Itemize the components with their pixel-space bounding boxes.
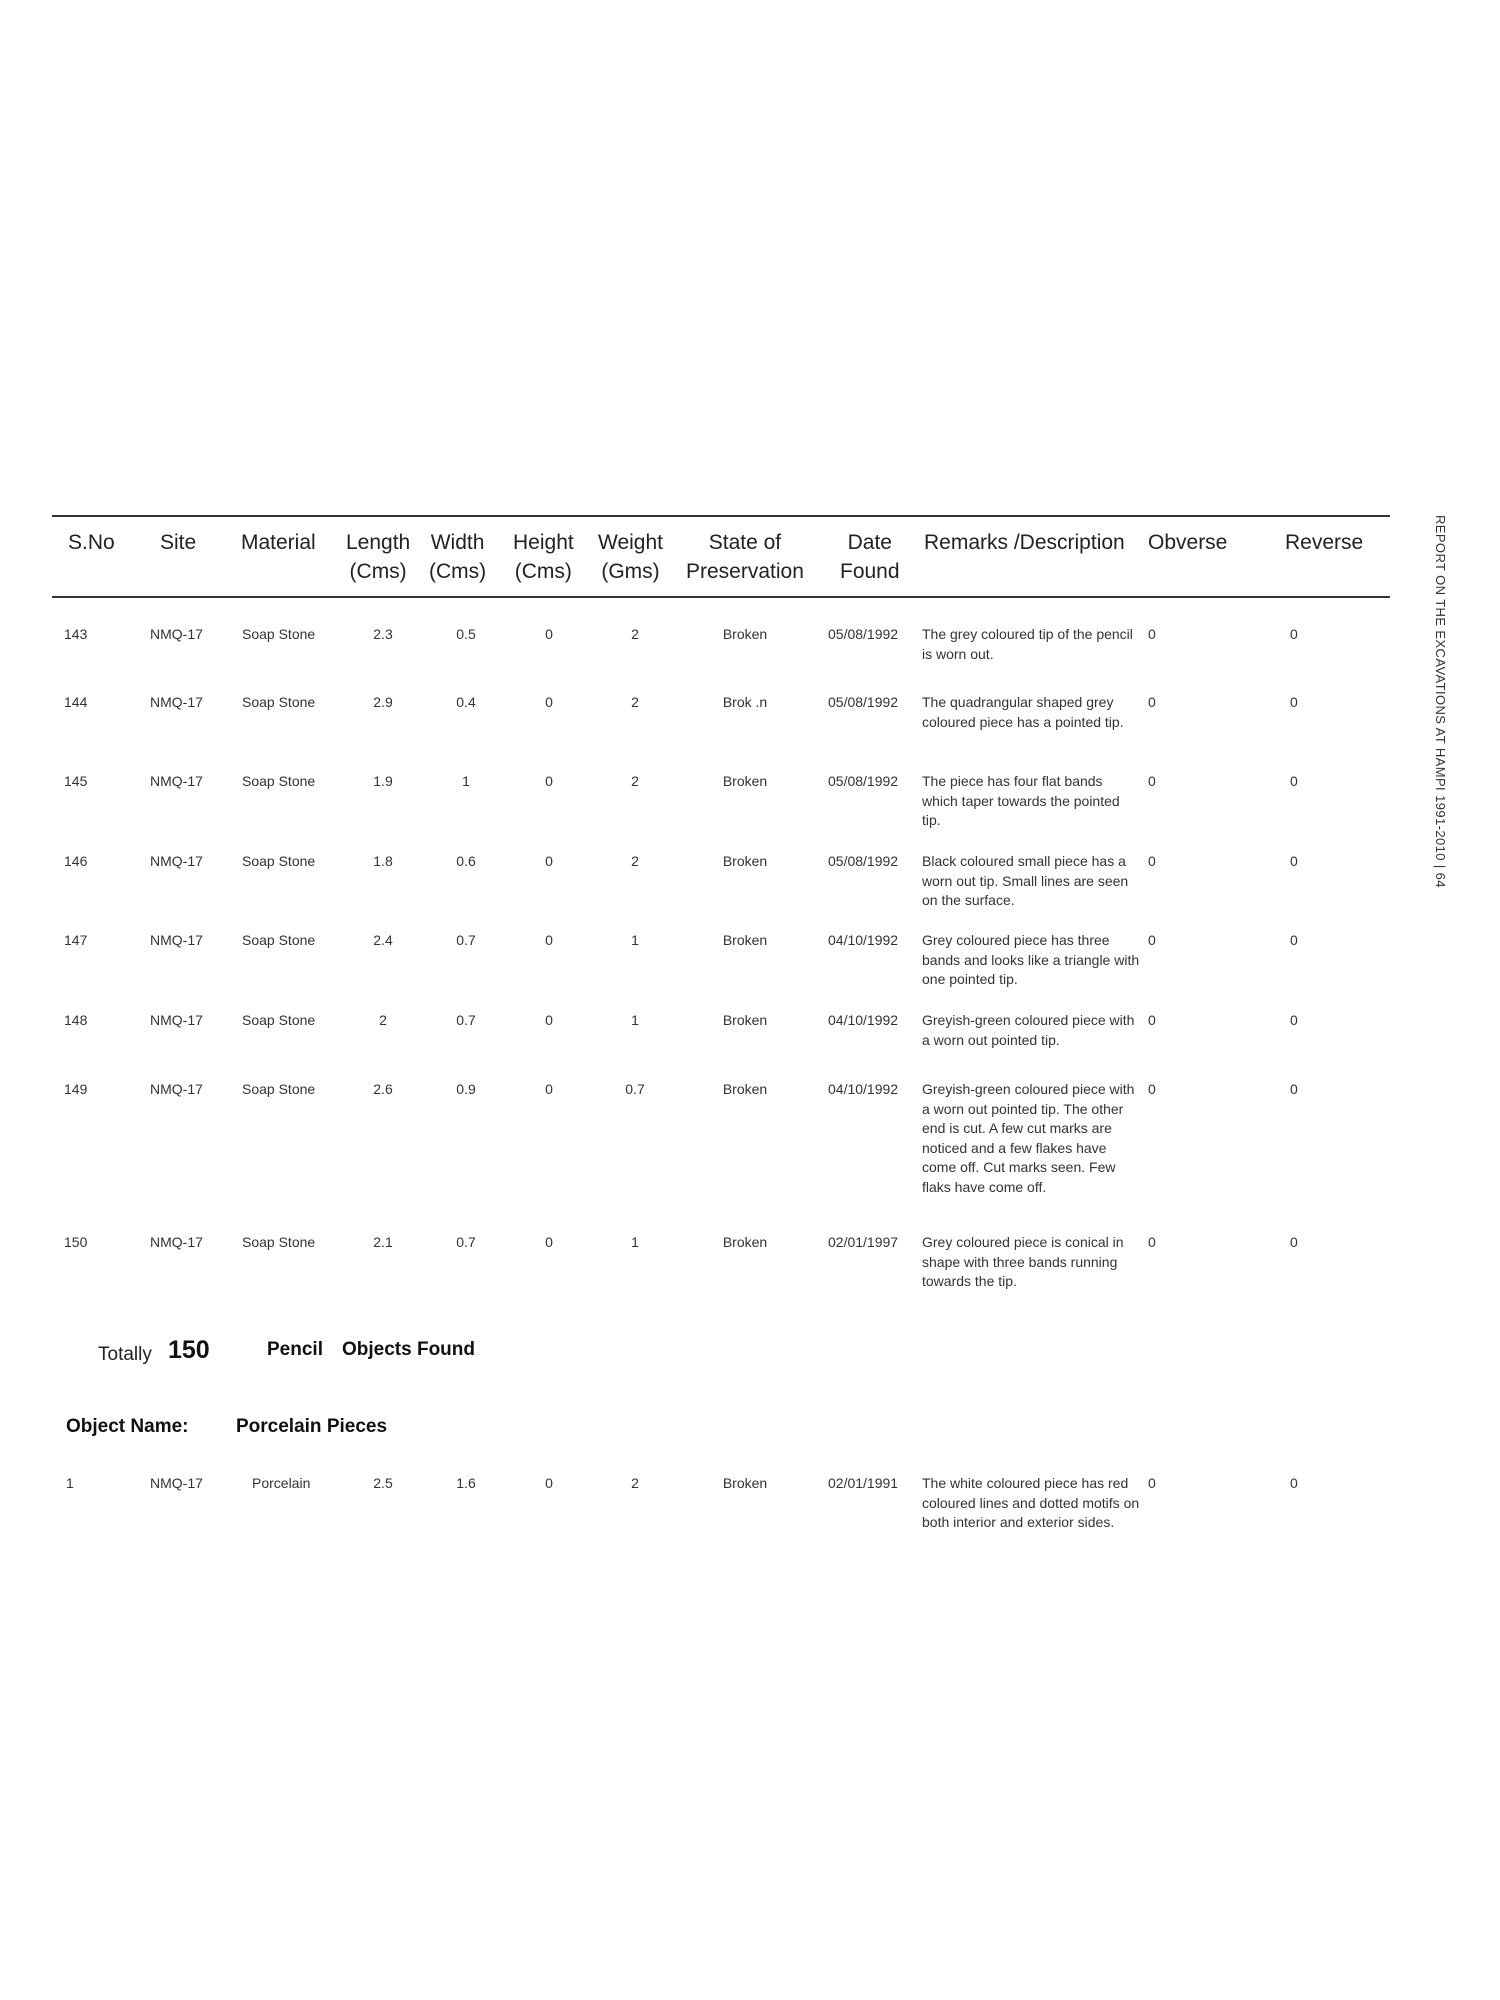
- cell-date: 04/10/1992: [828, 932, 899, 948]
- cell-date: 05/08/1992: [828, 694, 899, 710]
- cell-state: Broken: [722, 1234, 768, 1250]
- running-header: REPORT ON THE EXCAVATIONS AT HAMPI 1991-2010 | 64: [1433, 515, 1448, 888]
- object-name-heading: [0, 1416, 800, 1446]
- header-obverse: Obverse: [1148, 531, 1228, 554]
- cell-length: 2.5: [373, 1475, 393, 1491]
- header-height: Height (Cms): [513, 531, 574, 583]
- cell-reverse: 0: [1290, 694, 1298, 710]
- cell-width: 0.4: [456, 694, 476, 710]
- cell-material: Soap Stone: [242, 626, 316, 642]
- cell-sno: 146: [64, 853, 88, 869]
- cell-width: 0.9: [456, 1081, 476, 1097]
- cell-material: Soap Stone: [242, 694, 316, 710]
- cell-date: 04/10/1992: [828, 1012, 899, 1028]
- object-name-label: Object Name:: [66, 1416, 189, 1437]
- header-weight: Weight (Gms): [598, 531, 663, 583]
- cell-reverse: 0: [1290, 1012, 1298, 1028]
- cell-weight: 2: [631, 853, 639, 869]
- cell-site: NMQ-17: [150, 694, 203, 710]
- cell-sno: 150: [64, 1234, 88, 1250]
- cell-remarks: Grey coloured piece is conical in shape with three bands running towards the tip.: [922, 1234, 1124, 1289]
- totals-count: 150: [168, 1336, 210, 1364]
- cell-height: 0: [545, 1081, 553, 1097]
- cell-weight: 2: [631, 773, 639, 789]
- cell-state: Broken: [722, 932, 768, 948]
- cell-width: 0.7: [456, 1012, 476, 1028]
- cell-width: 0.5: [456, 626, 476, 642]
- cell-sno: 144: [64, 694, 88, 710]
- cell-site: NMQ-17: [150, 853, 203, 869]
- cell-height: 0: [545, 773, 553, 789]
- cell-remarks: Greyish-green coloured piece with a worn out pointed tip. The other end is cut. A few cut marks are noticed and a few flakes have come off. Cut marks seen. Few flaks have come off.: [922, 1081, 1135, 1195]
- cell-length: 2.4: [373, 932, 393, 948]
- cell-reverse: 0: [1290, 932, 1298, 948]
- cell-sno: 143: [64, 626, 88, 642]
- cell-obverse: 0: [1148, 626, 1156, 642]
- cell-remarks: Grey coloured piece has three bands and looks like a triangle with one pointed tip.: [922, 932, 1140, 987]
- cell-remarks: Black coloured small piece has a worn out tip. Small lines are seen on the surface.: [922, 853, 1129, 908]
- cell-weight: 1: [631, 932, 639, 948]
- cell-reverse: 0: [1290, 1081, 1298, 1097]
- cell-length: 2.6: [373, 1081, 393, 1097]
- cell-date: 02/01/1997: [828, 1234, 899, 1250]
- cell-length: 2.1: [373, 1234, 393, 1250]
- cell-material: Soap Stone: [242, 1012, 316, 1028]
- cell-height: 0: [545, 1234, 553, 1250]
- totals-suffix: Objects Found: [342, 1339, 475, 1360]
- cell-weight: 0.7: [625, 1081, 645, 1097]
- header-site: Site: [160, 531, 197, 554]
- cell-date: 04/10/1992: [828, 1081, 899, 1097]
- cell-material: Soap Stone: [242, 1081, 316, 1097]
- cell-obverse: 0: [1148, 853, 1156, 869]
- cell-state: Broken: [722, 1081, 768, 1097]
- cell-remarks: The quadrangular shaped grey coloured piece has a pointed tip.: [922, 694, 1124, 730]
- cell-state: Broken: [722, 773, 768, 789]
- cell-weight: 1: [631, 1234, 639, 1250]
- cell-width: 0.7: [456, 1234, 476, 1250]
- cell-remarks: The grey coloured tip of the pencil is worn out.: [922, 626, 1133, 662]
- header-length: Length (Cms): [346, 531, 411, 583]
- totals-label: Totally: [98, 1344, 152, 1365]
- cell-state: Broken: [722, 1012, 768, 1028]
- table-header-rule: [52, 596, 1390, 598]
- cell-obverse: 0: [1148, 1081, 1156, 1097]
- cell-date: 02/01/1991: [828, 1475, 899, 1491]
- cell-remarks: Greyish-green coloured piece with a worn out pointed tip.: [922, 1012, 1135, 1048]
- cell-reverse: 0: [1290, 853, 1298, 869]
- header-state: State of Preservation: [686, 531, 804, 583]
- cell-sno: 148: [64, 1012, 88, 1028]
- cell-sno: 149: [64, 1081, 88, 1097]
- cell-weight: 2: [631, 694, 639, 710]
- cell-reverse: 0: [1290, 626, 1298, 642]
- cell-state: Brok .n: [722, 694, 768, 710]
- cell-height: 0: [545, 1475, 553, 1491]
- cell-remarks: The white coloured piece has red coloured lines and dotted motifs on both interior and exterior sides.: [922, 1475, 1140, 1530]
- cell-obverse: 0: [1148, 694, 1156, 710]
- cell-length: 2.3: [373, 626, 393, 642]
- cell-width: 1: [462, 773, 470, 789]
- cell-width: 0.6: [456, 853, 476, 869]
- cell-remarks: The piece has four flat bands which taper towards the pointed tip.: [922, 773, 1120, 828]
- cell-width: 1.6: [456, 1475, 476, 1491]
- cell-length: 1.8: [373, 853, 393, 869]
- cell-height: 0: [545, 932, 553, 948]
- cell-width: 0.7: [456, 932, 476, 948]
- cell-weight: 1: [631, 1012, 639, 1028]
- header-sno: S.No: [68, 531, 115, 554]
- cell-obverse: 0: [1148, 1475, 1156, 1491]
- table-top-rule: [52, 515, 1390, 517]
- cell-site: NMQ-17: [150, 1234, 203, 1250]
- header-reverse: Reverse: [1285, 531, 1364, 554]
- cell-site: NMQ-17: [150, 773, 203, 789]
- cell-obverse: 0: [1148, 1012, 1156, 1028]
- cell-date: 05/08/1992: [828, 853, 899, 869]
- cell-reverse: 0: [1290, 773, 1298, 789]
- cell-length: 2.9: [373, 694, 393, 710]
- cell-weight: 2: [631, 1475, 639, 1491]
- cell-height: 0: [545, 853, 553, 869]
- cell-date: 05/08/1992: [828, 626, 899, 642]
- cell-height: 0: [545, 626, 553, 642]
- cell-site: NMQ-17: [150, 626, 203, 642]
- header-remarks: Remarks /Description: [924, 531, 1125, 554]
- cell-sno: 147: [64, 932, 88, 948]
- header-date: Date Found: [840, 531, 900, 583]
- cell-material: Porcelain: [252, 1475, 311, 1491]
- cell-reverse: 0: [1290, 1475, 1298, 1491]
- cell-weight: 2: [631, 626, 639, 642]
- cell-height: 0: [545, 694, 553, 710]
- cell-site: NMQ-17: [150, 932, 203, 948]
- cell-material: Soap Stone: [242, 773, 316, 789]
- cell-material: Soap Stone: [242, 853, 316, 869]
- cell-date: 05/08/1992: [828, 773, 899, 789]
- cell-material: Soap Stone: [242, 1234, 316, 1250]
- cell-site: NMQ-17: [150, 1012, 203, 1028]
- cell-obverse: 0: [1148, 773, 1156, 789]
- cell-length: 1.9: [373, 773, 393, 789]
- cell-obverse: 0: [1148, 932, 1156, 948]
- cell-state: Broken: [722, 1475, 768, 1491]
- cell-site: NMQ-17: [150, 1475, 203, 1491]
- totals-object: Pencil: [267, 1339, 323, 1360]
- header-material: Material: [241, 531, 316, 554]
- cell-sno: 145: [64, 773, 88, 789]
- cell-state: Broken: [722, 853, 768, 869]
- object-name-value: Porcelain Pieces: [236, 1416, 388, 1437]
- cell-site: NMQ-17: [150, 1081, 203, 1097]
- cell-height: 0: [545, 1012, 553, 1028]
- header-width: Width (Cms): [429, 531, 487, 583]
- cell-reverse: 0: [1290, 1234, 1298, 1250]
- cell-sno: 1: [66, 1475, 74, 1491]
- totals-line: [0, 1336, 800, 1376]
- cell-state: Broken: [722, 626, 768, 642]
- cell-material: Soap Stone: [242, 932, 316, 948]
- cell-obverse: 0: [1148, 1234, 1156, 1250]
- cell-length: 2: [379, 1012, 387, 1028]
